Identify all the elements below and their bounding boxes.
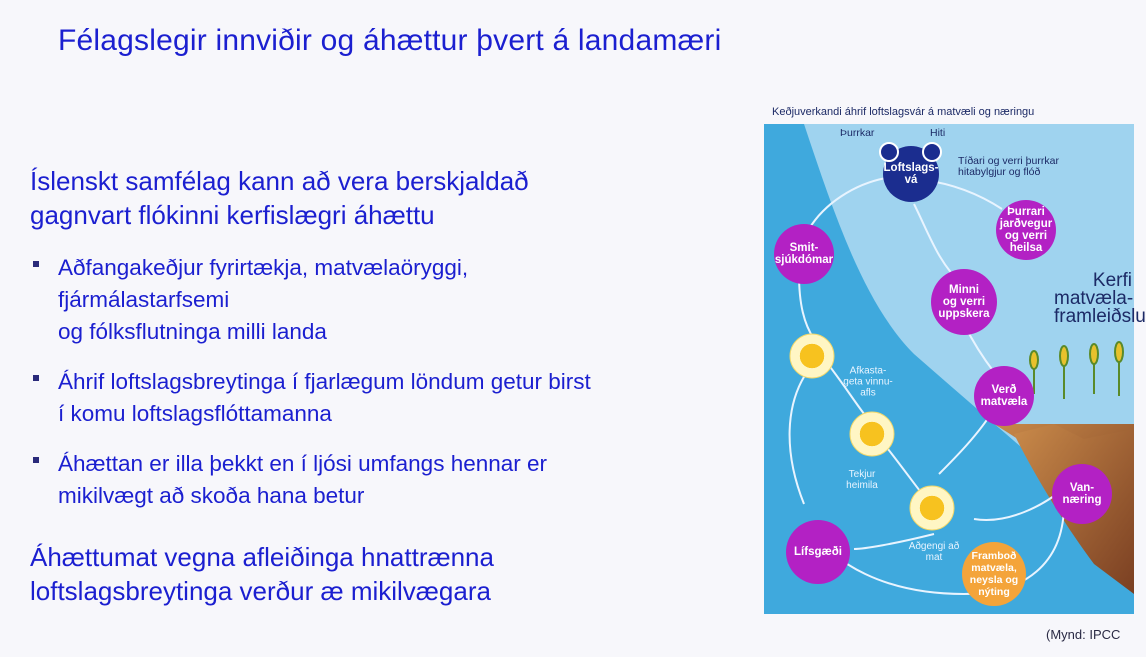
lead-line: Íslenskt samfélag kann að vera berskjaldað xyxy=(30,166,529,196)
bullet-line: Aðfangakeðjur fyrirtækja, matvælaöryggi, xyxy=(58,255,469,280)
extremes-note xyxy=(958,156,1059,178)
bullet-line: og fólksflutninga milli landa xyxy=(58,319,327,344)
node-food-supply: Framboð matvæla, neysla og nýting xyxy=(969,550,1019,598)
region-line: framleiðslu xyxy=(1054,306,1146,327)
bullet-list xyxy=(30,252,750,530)
bullet-item xyxy=(30,448,750,512)
bullet-icon xyxy=(33,457,39,463)
closing-statement xyxy=(30,540,710,608)
label-household-income: Tekjur heimila xyxy=(846,469,878,491)
bullet-line: Áhrif loftslagsbreytinga í fjarlægum löndum getur birst xyxy=(58,369,591,394)
figure-credit: (Mynd: IPCC xyxy=(1046,627,1121,642)
drought-label: Þurrkar xyxy=(840,127,875,139)
node-climate-threat: Loftslags- vá xyxy=(883,162,939,186)
bullet-line: fjármálastarfsemi xyxy=(58,287,230,312)
region-line: Kerfi xyxy=(1092,270,1132,291)
figure-caption: Keðjuverkandi áhrif loftslagsvár á matvæli og næringu xyxy=(772,106,1035,118)
note-line: Tíðari og verri þurrkar xyxy=(958,155,1059,167)
food-system-label xyxy=(1054,270,1146,327)
label-food-access: Aðgengi að mat xyxy=(908,541,960,563)
bullet-line: mikilvægt að skoða hana betur xyxy=(58,483,365,508)
lead-statement xyxy=(30,164,710,232)
ipcc-figure xyxy=(764,124,1146,614)
bullet-item xyxy=(30,366,750,430)
bullet-item xyxy=(30,252,750,348)
node-quality-of-life: Lífsgæði xyxy=(794,546,842,558)
node-infectious-disease: Smit- sjúkdómar xyxy=(774,242,834,266)
region-line: matvæla- xyxy=(1054,288,1134,309)
label-labor-capacity: Afkasta- geta vinnu- afls xyxy=(843,365,893,399)
bullet-line: Áhættan er illa þekkt en í ljósi umfangs hennar er xyxy=(58,451,548,476)
lead-line: gagnvart flókinni kerfislægri áhættu xyxy=(30,200,435,230)
lead-line: Áhættumat vegna afleiðinga hnattrænna xyxy=(30,542,494,572)
lead-line: loftslagsbreytinga verður æ mikilvægara xyxy=(30,576,491,606)
heat-label: Hiti xyxy=(930,127,946,139)
node-food-price: Verð matvæla xyxy=(980,384,1028,408)
bullet-line: í komu loftslagsflóttamanna xyxy=(58,401,332,426)
node-malnutrition: Van- næring xyxy=(1062,482,1102,506)
note-line: hitabylgjur og flóð xyxy=(958,166,1041,178)
node-dry-soil: Þurrari jarðvegur og verri heilsa xyxy=(999,206,1053,254)
slide-title: Félagslegir innviðir og áhættur þvert á landamæri xyxy=(58,24,722,57)
bullet-icon xyxy=(33,375,39,381)
bullet-icon xyxy=(33,261,39,267)
node-reduced-harvest: Minni og verri uppskera xyxy=(938,284,990,320)
